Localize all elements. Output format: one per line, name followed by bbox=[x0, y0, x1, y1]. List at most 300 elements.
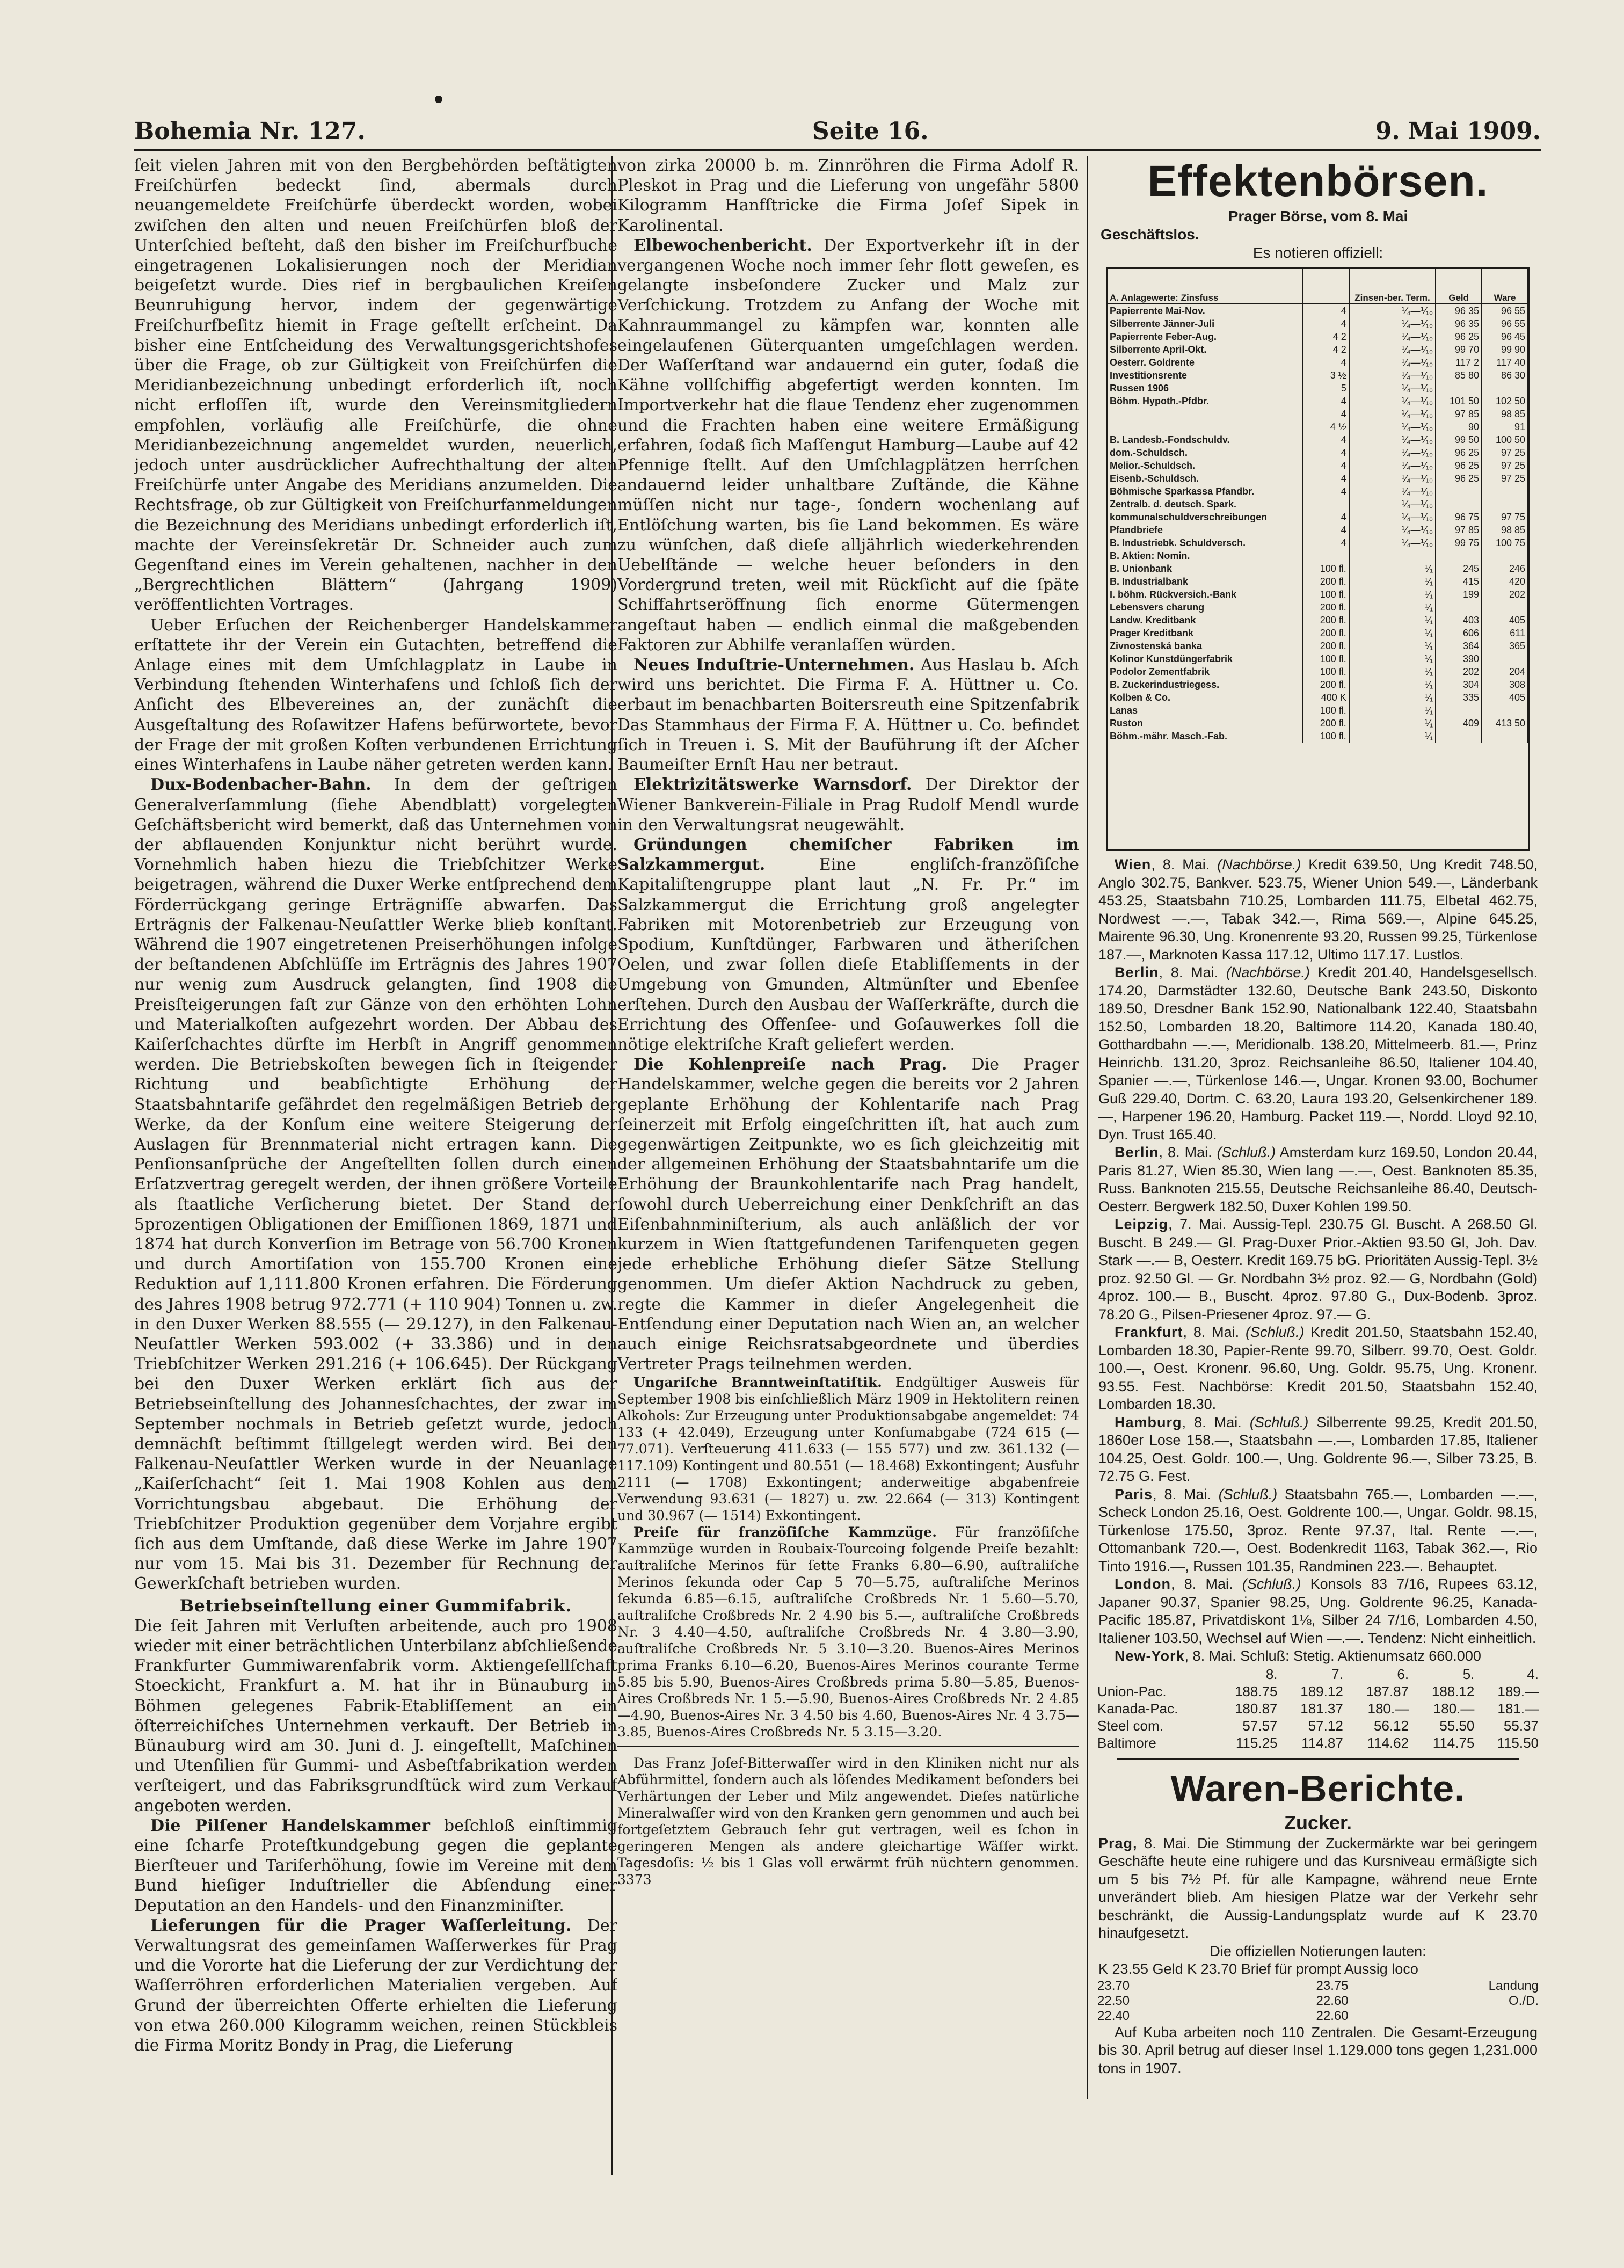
cell-ware: 204 bbox=[1482, 665, 1528, 678]
cell-name: Papierrente Mai-Nov. bbox=[1108, 304, 1303, 317]
market-text: Konsols 83 7/16, Rupees 63.12, Japaner 90.37, Spanier 98.25, Ung. Goldrente 96.25, Kanada-Pacific 185.87, Privatdiskont 1⅛, Silber 24 7/16, Lombarden 4.50, Italiener 103.50, Wechsel auf Wien —.—. Tendenz: Nicht einheitlich. bbox=[1098, 1576, 1538, 1646]
market-date: 8. Mai. bbox=[1162, 856, 1210, 873]
cell-termin: ⅟₁ bbox=[1349, 627, 1436, 639]
header-rule bbox=[134, 149, 1541, 151]
cell-termin: ⅟₄—⅟₁₀ bbox=[1349, 420, 1436, 433]
market-city: London bbox=[1115, 1576, 1171, 1592]
cell-termin: ⅟₁ bbox=[1349, 575, 1436, 588]
paragraph: von zirka 20000 b. m. Zinnröhren die Firma Adolf R. Pleskot in Prag und die Lieferung von ungefähr 5800 Kilogramm Hanfſtricke die Firma Joſef Sipek in Karolinental. bbox=[617, 156, 1079, 235]
cell-termin: ⅟₄—⅟₁₀ bbox=[1349, 317, 1436, 330]
cell-geld: 99 50 bbox=[1436, 433, 1482, 446]
cell-geld bbox=[1436, 382, 1482, 395]
cell-zinsfuss: 4 bbox=[1303, 459, 1349, 472]
cell-termin: ⅟₁ bbox=[1349, 717, 1436, 730]
table-row bbox=[1108, 575, 1528, 588]
market-report: New-York, 8. Mai. Schluß: Stetig. Aktienumsatz 660.000 bbox=[1115, 1648, 1481, 1664]
cell-ware: 91 bbox=[1482, 420, 1528, 433]
cell-geld: 96 25 bbox=[1436, 472, 1482, 485]
ny-header-cell: 8. bbox=[1265, 1666, 1278, 1682]
cell-zinsfuss bbox=[1303, 498, 1349, 511]
market-note: (Schluß.) bbox=[1217, 1144, 1276, 1160]
market-date: 8. Mai. bbox=[1193, 1324, 1240, 1340]
cell-ware: 308 bbox=[1482, 678, 1528, 691]
cell-zinsfuss: 4 bbox=[1303, 356, 1349, 369]
cell-termin: ⅟₄—⅟₁₀ bbox=[1349, 356, 1436, 369]
newyork-table bbox=[1095, 1666, 1541, 1751]
cell-geld: 364 bbox=[1436, 639, 1482, 652]
cell-termin: ⅟₄—⅟₁₀ bbox=[1349, 524, 1436, 536]
cell-zinsfuss: 4 2 bbox=[1303, 343, 1349, 356]
cell-geld: 96 25 bbox=[1436, 446, 1482, 459]
cell-name: B. Zuckerindustriegess. bbox=[1108, 678, 1303, 691]
table-row bbox=[1108, 536, 1528, 549]
section-text: Der Direktor der Wiener Bankverein-Filiale in Prag Rudolf Mendl wurde in den Verwaltungsrat neugewählt. bbox=[617, 775, 1079, 834]
table-row bbox=[1108, 665, 1528, 678]
ny-cell: 57.57 bbox=[1242, 1717, 1278, 1734]
section-title: Neues Induſtrie-Unternehmen. bbox=[633, 656, 915, 675]
notierung-cell: O./D. bbox=[1508, 1993, 1539, 2008]
ny-cell: 180.— bbox=[1367, 1700, 1409, 1717]
offizielle-label: Die offiziellen Notierungen lauten: bbox=[1210, 1943, 1426, 1959]
section-text: In dem der geſtrigen Generalverſammlung (ſiehe Abendblatt) vorgelegten Geſchäftsbericht wird bemerkt, daß das Unternehmen von der abflauenden Konjunktur nicht berührt wurde. Vornehmlich haben hiezu die Triebſchitzer Werke beigetragen, während die Duxer Werke entſprechend dem Förderrückgang geringe Erträgniſſe abwarfen. Das Erträgnis der Falkenau-Neuſattler Werke blieb konſtant. Während die 1907 eingetretenen Preiserhöhungen infolge der beſtandenen Abſchlüſſe im Erträgnis des Jahres 1907 nur wenig zum Ausdruck gelangten, ſind 1908 die Preisſteigerungen faſt zur Gänze von den erhöhten Lohn und Materialkoſten aufgezehrt worden. Der Abbau des Kaiſerſchachtes dürfte im Herbſt in Angriff genommen werden. Die Betriebskoſten bewegen ſich in ſteigender Richtung und beabſichtigte Erhöhung der Staatsbahntarife gefährdet den regelmäßigen Betrieb der Werke, da der Konſum eine weitere Steigerung der Auslagen für Brennmaterial nicht ertragen kann. Die Penſionsanſprüche der Angeſtellten ſollen durch einen Erſatzvertrag geregelt werden, der ihnen größere Vorteile als ſtaatliche Verſicherung bietet. Der Stand der 5prozentigen Obligationen der Emiſſionen 1869, 1871 und 1874 hat durch Konverſion im Betrage von 56.700 Kronen und durch Amortiſation von 155.700 Kronen eine Reduktion auf 1,111.800 Kronen erfahren. Die Förderung des Jahres 1908 betrug 972.771 (+ 110 904) Tonnen u. zw. in den Duxer Werken 88.555 (— 29.127), in den Falkenau-Neuſattler Werken 593.002 (+ 33.386) und in den Triebſchitzer Werken 291.216 (+ 106.645). Der Rückgang bei den Duxer Werken erklärt ſich aus der Betriebseinſtellung des Johannesſchachtes, der zwar im September nochmals in Betrieb geſetzt wurde, jedoch demnächſt beſtimmt ſtillgelegt werden wird. Bei den Falkenau-Neuſattler Werken wurde in der Neuanlage „Kaiſerſchacht“ ſeit 1. Mai 1908 Kohlen aus dem Vorrichtungsbau abgebaut. Die Erhöhung der Triebſchitzer Produktion gegenüber dem Vorjahre ergibt ſich aus dem Umſtande, daß diese Werke im Jahre 1907 nur vom 15. Mai bis 31. Dezember für Rechnung der Gewerkſchaft betrieben wurden. bbox=[134, 775, 617, 1594]
header-left: Bohemia Nr. 127. bbox=[134, 118, 366, 145]
cell-ware: 97 25 bbox=[1482, 459, 1528, 472]
cell-name: Landw. Kreditbank bbox=[1108, 614, 1303, 627]
market-report: London, 8. Mai. (Schluß.) Konsols 83 7/16, Rupees 63.12, Japaner 90.37, Spanier 98.25, Ung. Goldrente 96.25, Kanada-Pacific 185.87, Privatdiskont 1⅛, Silber 24 7/16, Lombarden 4.50, Italiener 103.50, Wechsel auf Wien —.—. Tendenz: Nicht einheitlich. bbox=[1098, 1576, 1538, 1646]
market-note: (Schluß.) bbox=[1242, 1576, 1301, 1592]
cell-name: Kolben & Co. bbox=[1108, 691, 1303, 704]
section-title: Die Kohlenpreiſe nach Prag. bbox=[633, 1055, 948, 1074]
section-text: Die ſeit Jahren mit Verluſten arbeitende, auch pro 1908 wieder mit einer beträchtlichen Unterbilanz abſchließende Frankfurter Gummiwarenfabrik vorm. Aktiengeſellſchaft Stoeckicht, Frankfurt a. M. hat ihr in Bünauburg in Böhmen gelegenes Fabrik-Etabliſſement an ein öſterreichiſches Unternehmen verkauft. Der Betrieb in Bünauburg wird am 30. Juni d. J. eingeſtellt, Maſchinen und Utenſilien für Gummi- und Asbeſtfabrikation werden verſteigert, und das Fabriksgrundſtück wird zum Verkauf angeboten werden. bbox=[134, 1616, 617, 1815]
ny-cell: 114.87 bbox=[1301, 1734, 1343, 1751]
cell-nomin: 100 fl. bbox=[1303, 588, 1349, 601]
cell-name: Zivnostenská banka bbox=[1108, 639, 1303, 652]
cell-name: B. Industriebk. Schuldversch. bbox=[1108, 536, 1303, 549]
table-row bbox=[1108, 330, 1528, 343]
prager-boerse-label: Prager Börse, vom 8. Mai bbox=[1228, 208, 1408, 224]
cell-name: Eisenb.-Schuldsch. bbox=[1108, 472, 1303, 485]
ny-cell: Baltimore bbox=[1097, 1734, 1156, 1751]
cell-geld: 99 70 bbox=[1436, 343, 1482, 356]
ny-cell: Kanada-Pac. bbox=[1097, 1700, 1178, 1717]
advertisement-text: Das Franz Joſef-Bitterwaſſer wird in den Kliniken nicht nur als Abführmittel, ſondern auch als löſendes Medikament beſonders bei Verhärtungen der Leber und Milz angewendet. Dieſes natürliche Mineralwaſſer wird von den Kranken gern genommen und auch bei fortgeſetztem Gebrauch ſehr gut vertragen, weil es ſchon in geringeren Mengen als andere gleichartige Wäſſer wirkt. Tagesdoſis: ½ bis 1 Glas voll erwärmt früh nüchtern genommen. 3373 bbox=[617, 1755, 1079, 1888]
kuba-text: Auf Kuba arbeiten noch 110 Zentralen. Die Gesamt-Erzeugung bis 30. April betrug auf dieser Insel 1.129.000 tons gegen 1,231.000 tons in 1907. bbox=[1098, 2024, 1538, 2076]
market-date: 8. Mai. bbox=[1192, 1648, 1236, 1664]
section-title: Elektrizitätswerke Warnsdorf. bbox=[633, 775, 912, 795]
cell-nomin: 100 fl. bbox=[1303, 562, 1349, 575]
cell-name: Böhm.-mähr. Masch.-Fab. bbox=[1108, 730, 1303, 743]
cell-termin: ⅟₁ bbox=[1349, 704, 1436, 717]
cell-geld bbox=[1436, 498, 1482, 511]
col-header-zinsfuss bbox=[1303, 269, 1349, 304]
notierung-cell: 22.40 bbox=[1097, 2008, 1130, 2023]
notierung-row bbox=[1095, 1994, 1541, 2009]
ny-cell: 57.12 bbox=[1308, 1717, 1343, 1734]
paragraph: Ueber Erſuchen der Reichenberger Handelskammer erſtattete ihr der Verein ein Gutachten, betreffend die Anlage eines mit dem Umſchlagplatz in Laube in Verbindung ſtehenden Winterhafens und ſchloß ſich der Anſicht des Elbevereines an, der zunächſt die Ausgeſtaltung des Roſawitzer Hafens befürwortete, bevor der Frage der mit großen Koſten verbundenen Errichtung eines Winterhafens in Laube näher getreten werden kann. bbox=[134, 615, 617, 775]
market-text: Silberrente 99.25, Kredit 201.50, 1860er Lose 158.—, Staatsbahn —.—, Lombarden 17.85, Italiener 104.25, Oest. Goldr. 100.—, Ung. Goldrente 96.—, Silber 73.25, B. 72.75 G. Fest. bbox=[1098, 1414, 1538, 1484]
cell-ware bbox=[1482, 704, 1528, 717]
paragraph: ſeit vielen Jahren mit von den Bergbehörden beſtätigten Freiſchürfen bedeckt ſind, abermals durch neuangemeldete Freiſchürfe überdeckt worden, wobei zwiſchen den alten und neuen Freiſchürfen bloß der Unterſchied beſteht, daß den bisher im Freiſchurfbuche eingetragenen Lokalisierungen noch der Meridian beigeſetzt wurde. Dies rief in bergbaulichen Kreiſen Beunruhigung hervor, indem der gegenwärtige Freiſchurfbeſitz hiemit in Frage geſtellt erſcheint. Da bisher eine Entſcheidung des Verwaltungsgerichtshofes über die Frage, ob zur Gültigkeit von Freiſchürfen die Meridianbezeichnung unbedingt erforderlich iſt, noch nicht erfloſſen iſt, wurde den Vereinsmitgliedern empfohlen, vorläufig alle Freiſchürfe, die ohne Meridianbezeichnung angemeldet wurden, neuerlich, jedoch unter ausdrücklicher Aufrechthaltung der alten Freiſchürfe unter Angabe des Meridians anzumelden. Die Rechtsfrage, ob zur Gültigkeit von Freiſchurfanmeldungen die Bezeichnung des Meridians unbedingt erforderlich iſt, machte der Vereinsſekretär Dr. Schneider auch zum Gegenſtand eines im Verein gehaltenen, nachher in den „Bergrechtlichen Blättern“ (Jahrgang 1909) veröffentlichten Vortrages. bbox=[134, 156, 617, 615]
cell-zinsfuss: 4 bbox=[1303, 536, 1349, 549]
cell-termin: ⅟₄—⅟₁₀ bbox=[1349, 511, 1436, 524]
cell-nomin: 200 fl. bbox=[1303, 627, 1349, 639]
cell-termin: ⅟₄—⅟₁₀ bbox=[1349, 472, 1436, 485]
cell-name: Pfandbriefe bbox=[1108, 524, 1303, 536]
notierungen-text: K 23.55 Geld K 23.70 Brief für prompt Aussig loco bbox=[1098, 1961, 1418, 1977]
cell-termin: ⅟₄—⅟₁₀ bbox=[1349, 369, 1436, 382]
cell-geld: 96 35 bbox=[1436, 304, 1482, 317]
cell-termin: ⅟₄—⅟₁₀ bbox=[1349, 459, 1436, 472]
table-row bbox=[1108, 627, 1528, 639]
notierung-cell: Landung bbox=[1488, 1978, 1539, 1993]
table-row bbox=[1108, 691, 1528, 704]
ny-cell: 55.37 bbox=[1503, 1717, 1539, 1734]
cell-nomin: 200 fl. bbox=[1303, 678, 1349, 691]
cell-name: Podolor Zementfabrik bbox=[1108, 665, 1303, 678]
notierung-row bbox=[1095, 2009, 1541, 2024]
cell-ware: 413 50 bbox=[1482, 717, 1528, 730]
notierung-cell bbox=[1351, 2009, 1541, 2024]
cell-ware: 96 55 bbox=[1482, 317, 1528, 330]
table-row bbox=[1108, 395, 1528, 408]
section-title: Dux-Bodenbacher-Bahn. bbox=[150, 775, 372, 795]
ny-cell: 188.12 bbox=[1431, 1683, 1475, 1699]
cell-name: Silberrente Jänner-Juli bbox=[1108, 317, 1303, 330]
cell-geld: 99 75 bbox=[1436, 536, 1482, 549]
page-header bbox=[134, 102, 1541, 145]
header-center: Seite 16. bbox=[812, 118, 929, 145]
cell-name: Russen 1906 bbox=[1108, 382, 1303, 395]
col-header-name: A. Anlagewerte: Zinsfuss bbox=[1108, 269, 1303, 304]
cell-name: Investitionsrente bbox=[1108, 369, 1303, 382]
ny-cell: Steel com. bbox=[1097, 1717, 1163, 1734]
table-row bbox=[1108, 433, 1528, 446]
ny-header-cell: 7. bbox=[1331, 1666, 1343, 1682]
table-row bbox=[1108, 511, 1528, 524]
cell-name: Melior.-Schuldsch. bbox=[1108, 459, 1303, 472]
prager-boerse-table bbox=[1106, 267, 1530, 851]
cell-geld: 335 bbox=[1436, 691, 1482, 704]
market-city: Leipzig bbox=[1115, 1216, 1168, 1232]
cell-geld: 202 bbox=[1436, 665, 1482, 678]
table-row bbox=[1108, 588, 1528, 601]
cell-termin: ⅟₄—⅟₁₀ bbox=[1349, 343, 1436, 356]
ny-header-cell: 6. bbox=[1397, 1666, 1409, 1682]
cell-nomin: 200 fl. bbox=[1303, 639, 1349, 652]
column-rule-2 bbox=[1087, 156, 1088, 2099]
cell-name bbox=[1108, 408, 1303, 420]
market-report: Berlin, 8. Mai. (Nachbörse.) Kredit 201.40, Handelsgesellsch. 174.20, Darmstädter 132.60, Deutsche Bank 243.50, Diskonto 189.50, Dresdner Bank 152.90, Nationalbank 122.40, Staatsbahn 152.50, Lombarden 18.20, Baltimore 114.20, Kanada 180.40, Gotthardbahn —.—, Meridionalb. 138.20, Mittelmeerb. 81.—, Prinz Heinrichb. 131.20, 3proz. Reichsanleihe 86.50, Italiener 104.40, Spanier —.—, Türkenlose 146.—, Ungar. Kronen 93.00, Bochumer Guß 229.40, Dortm. C. 63.20, Laura 193.20, Gelsenkirchener 189.—, Harpener 196.20, Hamburg. Packet 119.—, Nordd. Lloyd 92.10, Dyn. Trust 165.40. bbox=[1098, 964, 1538, 1143]
cell-termin: ⅟₄—⅟₁₀ bbox=[1349, 395, 1436, 408]
cell-nomin: 400 K bbox=[1303, 691, 1349, 704]
market-city: Berlin bbox=[1115, 1144, 1159, 1160]
section-header-b: B. Aktien: Nomin. bbox=[1108, 549, 1303, 562]
cell-termin: ⅟₄—⅟₁₀ bbox=[1349, 485, 1436, 498]
market-report: Wien, 8. Mai. (Nachbörse.) Kredit 639.50, Ung Kredit 748.50, Anglo 302.75, Bankver. 523.75, Wiener Union 549.—, Länderbank 453.25, Staatsbahn 710.25, Lombarden 111.75, Elbetal 462.75, Nordwest —.—, Tabak 342.—, Rima 569.—, Alpine 645.25, Mairente 96.30, Ung. Kronenrente 93.20, Russen 99.25, Türkenlose 187.—, Marknoten Kassa 117.12, Ultimo 117.17. Lustlos. bbox=[1098, 856, 1538, 963]
table-row bbox=[1108, 730, 1528, 743]
market-date: 8. Mai. bbox=[1164, 1486, 1211, 1502]
cell-termin: ⅟₄—⅟₁₀ bbox=[1349, 498, 1436, 511]
section-text: Eine engliſch-franzöſiſche Kapitaliſtengruppe plant laut „N. Fr. Pr.“ im Salzkammergut die Errichtung groß angelegter Fabriken mit Motorenbetrieb zur Erzeugung von Spodium, Kunſtdünger, Farbwaren und ätheriſchen Oelen, und zwar ſollen dieſe Etabliſſements in der Umgebung von Gmunden, Altmünſter und Ebenſee erſtehen. Durch den Ausbau der Waſſerkräfte, durch die Errichtung des Offenſee- und Goſauwerkes ſoll die nötige elektriſche Kraft geliefert werden. bbox=[617, 855, 1079, 1054]
cell-nomin: 100 fl. bbox=[1303, 665, 1349, 678]
cell-ware bbox=[1482, 730, 1528, 743]
section-title: Betriebseinſtellung einer Gummifabrik. bbox=[179, 1596, 572, 1616]
section-text: beſchloß einſtimmig eine ſcharfe Proteſtkundgebung gegen die geplante Bierſteuer und Tariferhöhung, ſowie im Vereine mit dem Bund hieſiger Induſtrieller die Abſendung einer Deputation an den Handels- und den Finanzminiſter. bbox=[134, 1816, 617, 1915]
cell-geld: 97 85 bbox=[1436, 524, 1482, 536]
section-text: Für franzöſiſche Kammzüge wurden in Roubaix-Tourcoing folgende Preiſe bezahlt: auſtraliſche Merinos für ſette Franks 6.80—6.90, auſtraliſche Merinos ſekunda oder Cap 5 70—5.75, auſtraliſche Merinos ſekunda 6.85—6.15, auſtraliſche Croßbreds Nr. 1 5.60—5.70, auſtraliſche Croßbreds Nr. 2 4.90 bis 5.—, auſtraliſche Croßbreds Nr. 3 4.40—4.50, auſtraliſche Croßbreds Nr. 4 3.80—3.90, auſtraliſche Croßbreds Nr. 5 3.10—3.20. Buenos-Aires Merinos prima Franks 6.10—6.20, Buenos-Aires Merinos courante Terme 5.85 bis 5.90, Buenos-Aires Croßbreds prima 5.80—5.85, Buenos-Aires Croßbreds Nr. 1 5.—5.90, Buenos-Aires Croßbreds Nr. 2 4.85—4.90, Buenos-Aires Nr. 3 4.50 bis 4.60, Buenos-Aires Nr. 4 3.75—3.85, Buenos-Aires Croßbreds Nr. 5 3.15—3.20. bbox=[617, 1524, 1079, 1740]
cell-ware: 97 75 bbox=[1482, 511, 1528, 524]
market-city: Hamburg bbox=[1115, 1414, 1182, 1430]
market-text: Amsterdam kurz 169.50, London 20.44, Paris 81.27, Wien 85.30, Wien lang —.—, Oest. Banknoten 85.35, Russ. Banknoten 215.55, Deutsche Reichsanleihe 86.40, Deutsch-Oesterr. Bergwerk 182.50, Duxer Kohlen 199.50. bbox=[1098, 1144, 1538, 1215]
market-report: Hamburg, 8. Mai. (Schluß.) Silberrente 99.25, Kredit 201.50, 1860er Lose 158.—, Staatsbahn —.—, Lombarden 17.85, Italiener 104.25, Oest. Goldr. 100.—, Ung. Goldrente 96.—, Silber 73.25, B. 72.75 G. Fest. bbox=[1098, 1414, 1538, 1484]
ny-row bbox=[1095, 1717, 1541, 1734]
market-note: (Schluß.) bbox=[1249, 1414, 1309, 1430]
table-row bbox=[1108, 524, 1528, 536]
market-date: 8. Mai. bbox=[1184, 1576, 1233, 1592]
market-city: Berlin bbox=[1115, 964, 1159, 980]
cell-name: kommunalschuldverschreibungen bbox=[1108, 511, 1303, 524]
cell-termin: ⅟₁ bbox=[1349, 678, 1436, 691]
cell-termin: ⅟₄—⅟₁₀ bbox=[1349, 433, 1436, 446]
table-row bbox=[1108, 459, 1528, 472]
table-row bbox=[1108, 704, 1528, 717]
zucker-report bbox=[1095, 1835, 1541, 1943]
anlagewerte-rows bbox=[1108, 304, 1528, 549]
column-2 bbox=[617, 156, 1079, 2019]
market-note: (Nachbörse.) bbox=[1226, 964, 1310, 980]
cell-ware: 117 40 bbox=[1482, 356, 1528, 369]
market-date: 8. Mai. bbox=[1168, 1144, 1212, 1160]
section-text: Aus Haslau b. Aſch wird uns berichtet. Die Firma F. A. Hüttner u. Co. erbaut im benachbarten Boitersreuth eine Spitzenfabrik Das Stammhaus der Firma F. A. Hüttner u. Co. befindet ſich in Treuen i. S. Mit der Bauführung iſt der Aſcher Baumeiſter Ernſt Hau ner betraut. bbox=[617, 656, 1079, 775]
market-city: Frankfurt bbox=[1115, 1324, 1183, 1340]
market-note: (Nachbörse.) bbox=[1217, 856, 1301, 873]
ny-cell: 114.62 bbox=[1367, 1734, 1409, 1751]
offiziell-label: Es notieren offiziell: bbox=[1252, 244, 1383, 261]
cell-termin: ⅟₄—⅟₁₀ bbox=[1349, 536, 1436, 549]
cell-name: Lanas bbox=[1108, 704, 1303, 717]
table-row bbox=[1108, 382, 1528, 395]
ny-cell: 181.37 bbox=[1300, 1700, 1343, 1717]
table-row bbox=[1108, 356, 1528, 369]
cell-name: I. böhm. Rückversich.-Bank bbox=[1108, 588, 1303, 601]
cell-ware: 97 25 bbox=[1482, 472, 1528, 485]
boerse-table bbox=[1108, 269, 1528, 743]
market-reports bbox=[1095, 856, 1541, 1666]
section-text: Endgültiger Ausweis für September 1908 bis einſchließlich März 1909 in Hektolitern reinen Alkohols: Zur Erzeugung unter Produktionsabgabe angemeldet: 74 133 (+ 42.049), Erzeugung unter Konſumabgabe (724 615 (— 77.071). Verſteuerung 411.633 (— 155 577) und zw. 361.132 (— 117.109) Kontingent und 80.551 (— 18.468) Exkontingent; Ausfuhr 2111 (— 1708) Exkontingent; anderweitige abgabenfreie Verwendung 93.631 (— 1827) u. zw. 22.664 (— 313) Kontingent und 30.967 (— 1514) Exkontingent. bbox=[617, 1375, 1079, 1524]
market-date: 8. Mai. bbox=[1170, 964, 1219, 980]
market-city: New-York bbox=[1115, 1648, 1185, 1664]
cell-ware: 202 bbox=[1482, 588, 1528, 601]
cell-geld: 96 25 bbox=[1436, 330, 1482, 343]
cell-geld: 96 25 bbox=[1436, 459, 1482, 472]
table-row bbox=[1108, 446, 1528, 459]
aktien-rows bbox=[1108, 562, 1528, 743]
cell-geld bbox=[1436, 730, 1482, 743]
ny-row bbox=[1095, 1700, 1541, 1717]
cell-ware: 96 55 bbox=[1482, 304, 1528, 317]
header-right: 9. Mai 1909. bbox=[1375, 118, 1541, 145]
notierung-cell: 22.50 bbox=[1097, 1993, 1130, 2008]
table-row bbox=[1108, 317, 1528, 330]
section-title: Lieferungen für die Prager Waſſerleitung. bbox=[150, 1916, 572, 1935]
cell-ware: 86 30 bbox=[1482, 369, 1528, 382]
cell-termin: ⅟₄—⅟₁₀ bbox=[1349, 330, 1436, 343]
cell-geld: 96 75 bbox=[1436, 511, 1482, 524]
ny-header-cell: 5. bbox=[1462, 1666, 1475, 1682]
ny-header-cell: 4. bbox=[1527, 1666, 1539, 1682]
cell-termin: ⅟₁ bbox=[1349, 730, 1436, 743]
cell-name: Silberrente April-Okt. bbox=[1108, 343, 1303, 356]
notierung-cell: 23.75 bbox=[1316, 1978, 1349, 1993]
cell-geld: 101 50 bbox=[1436, 395, 1482, 408]
cell-name bbox=[1108, 420, 1303, 433]
table-row bbox=[1108, 369, 1528, 382]
table-row bbox=[1108, 472, 1528, 485]
cell-zinsfuss: 4 bbox=[1303, 524, 1349, 536]
table-row bbox=[1108, 717, 1528, 730]
cell-nomin: 100 fl. bbox=[1303, 652, 1349, 665]
cell-zinsfuss: 4 bbox=[1303, 433, 1349, 446]
cell-geld: 117 2 bbox=[1436, 356, 1482, 369]
cell-ware: 100 75 bbox=[1482, 536, 1528, 549]
table-row bbox=[1108, 408, 1528, 420]
cell-termin: ⅟₁ bbox=[1349, 601, 1436, 614]
table-row bbox=[1108, 498, 1528, 511]
col-header-termin: Zinsen-ber. Term. bbox=[1349, 269, 1436, 304]
market-text: Staatsbahn 765.—, Lombarden —.—, Scheck London 25.16, Oest. Goldrente 100.—, Ungar. Goldr. 98.15, Türkenlose 175.50, 3proz. Rente 97.37, Ital. Rente —.—, Ottomanbank 720.—, Oest. Bodenkredit 1163, Tabak 362.—, Rio Tinto 1916.—, Russen 101.35, Randminen 223.—. Behauptet. bbox=[1098, 1486, 1538, 1574]
cell-nomin: 100 fl. bbox=[1303, 730, 1349, 743]
cell-ware bbox=[1482, 498, 1528, 511]
notierung-cell: 22.60 bbox=[1316, 1993, 1349, 2008]
cell-geld: 245 bbox=[1436, 562, 1482, 575]
ny-header-cell bbox=[1095, 1666, 1214, 1683]
table-row bbox=[1108, 562, 1528, 575]
cell-zinsfuss: 5 bbox=[1303, 382, 1349, 395]
cell-termin: ⅟₁ bbox=[1349, 652, 1436, 665]
notierung-cell: 22.60 bbox=[1316, 2008, 1349, 2023]
market-text: Kredit 201.40, Handelsgesellsch. 174.20, Darmstädter 132.60, Deutsche Bank 243.50, Diskonto 189.50, Dresdner Bank 152.90, Nationalbank 122.40, Staatsbahn 152.50, Lombarden 18.20, Baltimore 114.20, Kanada 180.40, Gotthardbahn —.—, Meridionalb. 138.20, Mittelmeerb. 81.—, Prinz Heinrichb. 131.20, 3proz. Reichsanleihe 86.50, Italiener 104.40, Spanier —.—, Türkenlose 146.—, Ungar. Kronen 93.00, Bochumer Guß 229.40, Dortm. C. 63.20, Laura 193.20, Gelsenkirchener 189.—, Harpener 196.20, Hamburg. Packet 119.—, Nordd. Lloyd 92.10, Dyn. Trust 165.40. bbox=[1098, 964, 1538, 1143]
market-note: (Schluß.) bbox=[1218, 1486, 1278, 1502]
cell-nomin: 200 fl. bbox=[1303, 614, 1349, 627]
notierung-cell: 23.70 bbox=[1097, 1978, 1130, 1993]
notierungen-table bbox=[1095, 1979, 1541, 2024]
cell-termin: ⅟₄—⅟₁₀ bbox=[1349, 408, 1436, 420]
cell-name: Böhmische Sparkassa Pfandbr. bbox=[1108, 485, 1303, 498]
cell-ware: 98 85 bbox=[1482, 524, 1528, 536]
table-row bbox=[1108, 639, 1528, 652]
cell-ware: 96 45 bbox=[1482, 330, 1528, 343]
cell-geld: 97 85 bbox=[1436, 408, 1482, 420]
cell-termin: ⅟₁ bbox=[1349, 588, 1436, 601]
ny-cell: 188.75 bbox=[1234, 1683, 1278, 1699]
cell-zinsfuss: 4 bbox=[1303, 446, 1349, 459]
section-text: Die Prager Handelskammer, welche gegen die bereits vor 2 Jahren geplante Erhöhung der Kohlentarife nach Prag ſeinerzeit mit Erfolg eingeſchritten iſt, hat auch zum gegenwärtigen Zeitpunkte, wo es ſich gleichzeitig mit der allgemeinen Erhöhung der Staatsbahntarife um die Erhöhung der Braunkohlentarife nach Prag handelt, ſowohl durch Ueberreichung einer Denkſchrift an das Eiſenbahnminiſterium, als auch anläßlich der vor kurzem in Wien ſtattgefundenen Tarifenqueten gegen jede erhebliche Erhöhung dieſer Sätze Stellung genommen. Um dieſer Aktion Nachdruck zu geben, regte die Kammer in dieſer Angelegenheit die Entſendung einer Deputation nach Wien an, an welcher auch einige Reichsratsabgeordnete und überdies Vertreter Prags teilnehmen werden. bbox=[617, 1055, 1079, 1374]
column-3 bbox=[1095, 156, 1541, 2099]
cell-geld: 90 bbox=[1436, 420, 1482, 433]
cell-zinsfuss: 4 bbox=[1303, 472, 1349, 485]
geschaeftslos-label: Geschäftslos. bbox=[1101, 226, 1199, 243]
cell-nomin: 200 fl. bbox=[1303, 717, 1349, 730]
cell-termin: ⅟₁ bbox=[1349, 665, 1436, 678]
cell-name: Ruston bbox=[1108, 717, 1303, 730]
col-header-geld: Geld bbox=[1436, 269, 1482, 304]
cell-termin: ⅟₁ bbox=[1349, 691, 1436, 704]
cell-termin: ⅟₄—⅟₁₀ bbox=[1349, 304, 1436, 317]
table-row bbox=[1108, 652, 1528, 665]
ny-cell: 187.87 bbox=[1366, 1683, 1409, 1699]
table-row bbox=[1108, 614, 1528, 627]
cell-ware: 365 bbox=[1482, 639, 1528, 652]
table-row bbox=[1108, 420, 1528, 433]
cell-ware: 405 bbox=[1482, 614, 1528, 627]
table-row bbox=[1108, 304, 1528, 317]
cell-name: B. Industrialbank bbox=[1108, 575, 1303, 588]
cell-ware: 98 85 bbox=[1482, 408, 1528, 420]
ny-header-row bbox=[1095, 1666, 1541, 1683]
market-report: Paris, 8. Mai. (Schluß.) Staatsbahn 765.—, Lombarden —.—, Scheck London 25.16, Oest. Goldrente 100.—, Ungar. Goldr. 98.15, Türkenlose 175.50, 3proz. Rente 97.37, Ital. Rente —.—, Ottomanbank 720.—, Oest. Bodenkredit 1163, Tabak 362.—, Rio Tinto 1916.—, Russen 101.35, Randminen 223.—. Behauptet. bbox=[1098, 1486, 1538, 1574]
ny-cell: 115.50 bbox=[1497, 1734, 1539, 1751]
cell-zinsfuss: 4 bbox=[1303, 485, 1349, 498]
col-header-ware: Ware bbox=[1482, 269, 1528, 304]
ny-cell: 114.75 bbox=[1432, 1734, 1475, 1751]
cell-zinsfuss: 4 bbox=[1303, 408, 1349, 420]
ny-cell: 189.12 bbox=[1300, 1683, 1343, 1699]
cell-ware: 97 25 bbox=[1482, 446, 1528, 459]
section-title: Gründungen chemiſcher Fabriken im Salzkammergut. bbox=[617, 835, 1079, 875]
table-row bbox=[1108, 343, 1528, 356]
market-note: (Schluß.) bbox=[1245, 1324, 1305, 1340]
cell-name: Papierrente Feber-Aug. bbox=[1108, 330, 1303, 343]
cell-geld: 199 bbox=[1436, 588, 1482, 601]
cell-geld: 409 bbox=[1436, 717, 1482, 730]
ny-cell: 180.87 bbox=[1234, 1700, 1278, 1717]
market-report: Berlin, 8. Mai. (Schluß.) Amsterdam kurz 169.50, London 20.44, Paris 81.27, Wien 85.30, Wien lang —.—, Oest. Banknoten 85.35, Russ. Banknoten 215.55, Deutsche Reichsanleihe 86.40, Deutsch-Oesterr. Bergwerk 182.50, Duxer Kohlen 199.50. bbox=[1098, 1144, 1538, 1215]
section-title: Preiſe für franzöſiſche Kammzüge. bbox=[633, 1524, 937, 1540]
section-title: Elbewochenbericht. bbox=[633, 236, 812, 255]
cell-name: Kolinor Kunstdüngerfabrik bbox=[1108, 652, 1303, 665]
market-date: 7. Mai. bbox=[1179, 1216, 1227, 1232]
cell-geld: 415 bbox=[1436, 575, 1482, 588]
cell-name: Prager Kreditbank bbox=[1108, 627, 1303, 639]
cell-termin: ⅟₁ bbox=[1349, 562, 1436, 575]
market-date: 8. Mai. bbox=[1194, 1414, 1242, 1430]
ny-cell: 115.25 bbox=[1235, 1734, 1278, 1751]
waren-title: Waren-Berichte. bbox=[1170, 1767, 1466, 1809]
ny-cell: Union-Pac. bbox=[1097, 1683, 1167, 1699]
cell-geld: 85 80 bbox=[1436, 369, 1482, 382]
cell-ware: 420 bbox=[1482, 575, 1528, 588]
cell-name: dom.-Schuldsch. bbox=[1108, 446, 1303, 459]
prag-text: 8. Mai. Die Stimmung der Zuckermärkte war bei geringem Geschäfte heute eine ruhigere und das Kursniveau ermäßigte sich um 5 bis 7½ Pf. für alle Kampagne, während neue Ernte unverändert blieb. Am hiesigen Platze war der Verkehr sehr beschränkt, die Aussig-Landungsplatz wurde auf K 23.70 hinaufgesetzt. bbox=[1098, 1835, 1538, 1941]
cell-termin: ⅟₁ bbox=[1349, 639, 1436, 652]
cell-geld: 606 bbox=[1436, 627, 1482, 639]
cell-ware bbox=[1482, 485, 1528, 498]
table-row bbox=[1108, 601, 1528, 614]
cell-zinsfuss: 4 bbox=[1303, 511, 1349, 524]
cell-geld: 96 35 bbox=[1436, 317, 1482, 330]
cell-zinsfuss: 4 bbox=[1303, 317, 1349, 330]
section-text: Der Exportverkehr iſt in der vergangenen Woche noch immer ſehr flott geweſen, es gelangte insbeſondere Zucker und Malz zur Verſchickung. Trotzdem zu Anfang der Woche mit Kahnraummangel zu kämpfen war, konnten alle eingelaufenen Güterquanten umgeſchlagen werden. Der Waſſerſtand war andauernd ein guter, ſodaß die Kähne vollſchiffig abgefertigt werden konnten. Im Importverkehr hat die flaue Tendenz eher zugenommen und die Frachten haben eine weitere Ermäßigung erfahren, ſodaß ſich Maſſengut Hamburg—Laube auf 42 Pfennige ſtellt. Auf den Umſchlagplätzen herrſchen andauernd leider unhaltbare Zuſtände, die Kähne müſſen nicht nur tage-, ſondern wochenlang auf Entlöſchung warten, bis ſie Land bekommen. Es wäre zu wünſchen, daß dieſe alljährlich wiederkehrenden Uebelſtände — welche heuer beſonders in den Vordergrund treten, weil mit Rückſicht auf die ſpäte Schiffahrtseröffnung ſich enorme Gütermengen angeſtaut haben — endlich einmal die maßgebenden Faktoren zur Abhilfe veranlaſſen würden. bbox=[617, 236, 1079, 655]
advertisement bbox=[617, 1746, 1079, 1888]
ny-row bbox=[1095, 1734, 1541, 1751]
cell-name: B. Landesb.-Fondschuldv. bbox=[1108, 433, 1303, 446]
cell-geld: 403 bbox=[1436, 614, 1482, 627]
cell-geld: 390 bbox=[1436, 652, 1482, 665]
cell-name: Böhm. Hypoth.-Pfdbr. bbox=[1108, 395, 1303, 408]
cell-zinsfuss: 4 bbox=[1303, 304, 1349, 317]
cell-zinsfuss: 4 2 bbox=[1303, 330, 1349, 343]
market-text: Schluß: Stetig. Aktienumsatz 660.000 bbox=[1240, 1648, 1481, 1664]
